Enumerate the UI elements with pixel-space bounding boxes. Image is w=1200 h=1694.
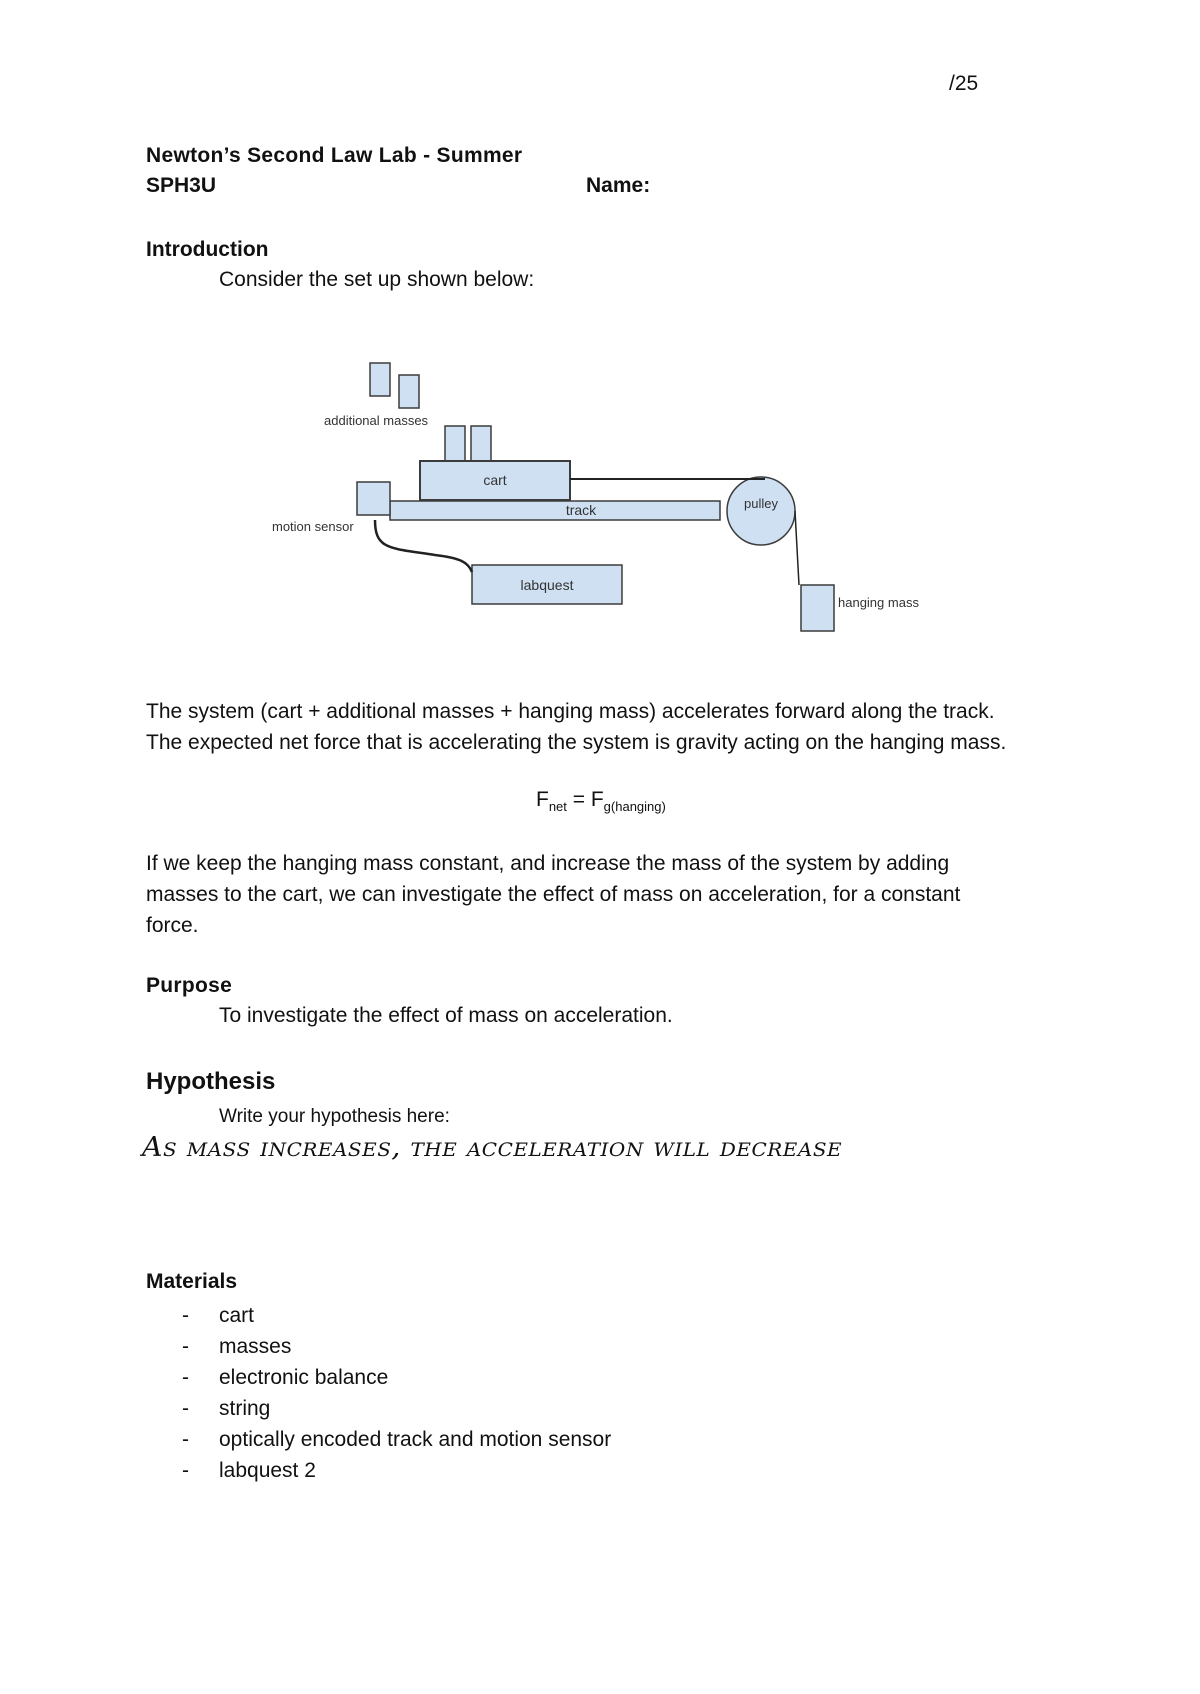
list-bullet: - (182, 1397, 189, 1420)
eq-equals: = (566, 788, 591, 811)
introduction-lead: Consider the set up shown below: (219, 268, 535, 291)
investigation-description (146, 848, 1086, 941)
system-description (146, 696, 1086, 758)
sensor-cable (375, 520, 472, 572)
list-item-text: optically encoded track and motion sensor (219, 1428, 612, 1451)
text-line: If we keep the hanging mass constant, and increase the mass of the system by adding (146, 852, 950, 875)
document-title: Newton’s Second Law Lab - Summer (146, 144, 523, 167)
text-line: masses to the cart, we can investigate the effect of mass on acceleration, for a constant (146, 883, 961, 906)
purpose-text: To investigate the effect of mass on acceleration. (219, 1004, 673, 1027)
net-force-equation (536, 788, 666, 814)
list-item (146, 1424, 611, 1455)
label-cart: cart (483, 472, 507, 488)
name-label: Name: (586, 174, 651, 197)
label-labquest: labquest (520, 577, 574, 593)
hypothesis-prompt: Write your hypothesis here: (219, 1106, 450, 1127)
pulley-circle (727, 477, 795, 545)
list-item (146, 1362, 611, 1393)
list-item-text: electronic balance (219, 1366, 389, 1389)
list-item (146, 1331, 611, 1362)
score-total: /25 (949, 72, 979, 95)
materials-heading: Materials (146, 1270, 238, 1293)
cart-mass-box-1 (445, 426, 465, 461)
additional-mass-box-2 (399, 375, 419, 408)
list-item-text: labquest 2 (219, 1459, 316, 1482)
list-bullet: - (182, 1428, 189, 1451)
hypothesis-heading: Hypothesis (146, 1068, 276, 1095)
label-additional-masses: additional masses (324, 413, 429, 428)
hypothesis-answer[interactable]: As mass increases, the acceleration will decrease (142, 1132, 843, 1163)
introduction-heading: Introduction (146, 238, 269, 261)
list-bullet: - (182, 1366, 189, 1389)
list-item-text: string (219, 1397, 271, 1420)
apparatus-diagram (240, 350, 940, 650)
eq-lhs: F (536, 788, 549, 811)
list-item (146, 1393, 611, 1424)
additional-mass-box-1 (370, 363, 390, 396)
list-bullet: - (182, 1459, 189, 1482)
cart-mass-box-2 (471, 426, 491, 461)
text-line: force. (146, 914, 199, 937)
list-item-text: cart (219, 1304, 255, 1327)
track-box (390, 501, 720, 520)
materials-list (146, 1300, 611, 1486)
label-motion-sensor: motion sensor (272, 519, 354, 534)
eq-lhs-sub: net (548, 799, 567, 814)
purpose-heading: Purpose (146, 974, 233, 997)
list-item-text: masses (219, 1335, 292, 1358)
list-bullet: - (182, 1335, 189, 1358)
eq-rhs-sub: g(hanging) (603, 799, 666, 814)
list-item (146, 1300, 611, 1331)
hanging-mass-box (801, 585, 834, 631)
string-drop-line (795, 511, 799, 585)
label-pulley: pulley (744, 496, 778, 511)
list-item (146, 1455, 611, 1486)
text-line: The system (cart + additional masses + hanging mass) accelerates forward along the track. (146, 700, 995, 723)
eq-rhs: F (590, 788, 604, 811)
motion-sensor-box (357, 482, 390, 515)
label-hanging-mass: hanging mass (838, 595, 919, 610)
text-line: The expected net force that is accelerating the system is gravity acting on the hanging mass. (146, 731, 1007, 754)
list-bullet: - (182, 1304, 189, 1327)
course-code: SPH3U (146, 174, 217, 197)
label-track: track (565, 502, 597, 518)
